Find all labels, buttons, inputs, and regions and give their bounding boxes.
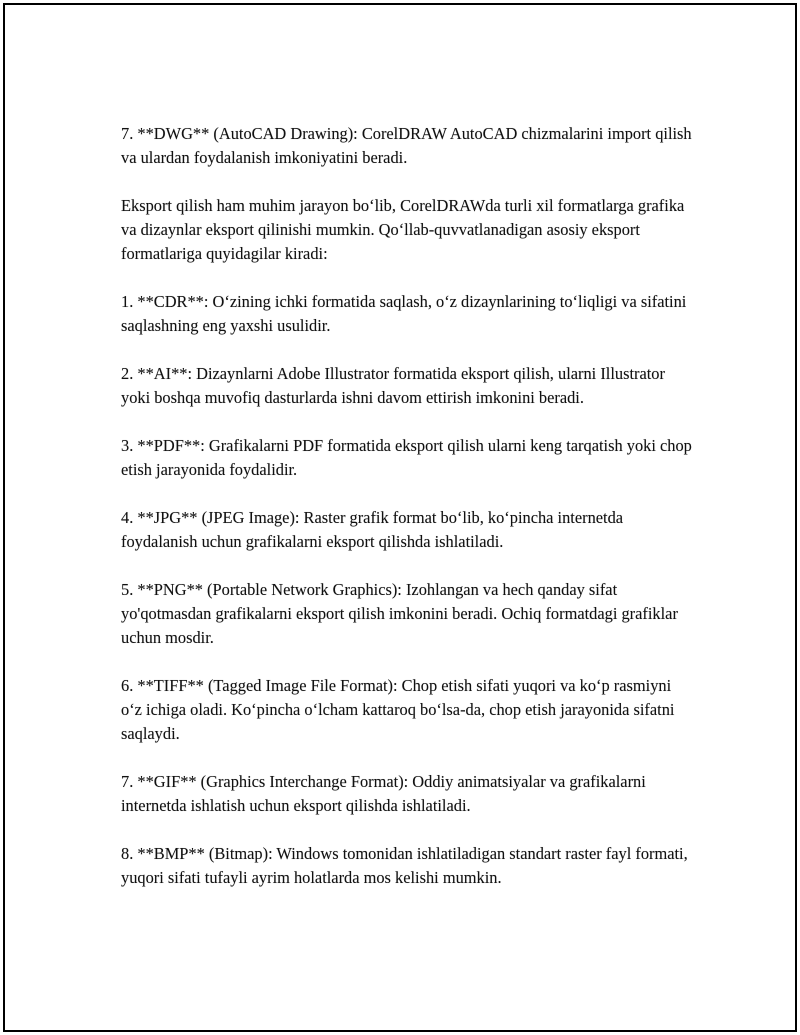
paragraph-dwg-import: 7. **DWG** (AutoCAD Drawing): CorelDRAW AutoCAD chizmalarini import qilish va ulardan foydalanish imkoniyatini beradi. bbox=[121, 124, 692, 167]
paragraph-ai: 2. **AI**: Dizaynlarni Adobe Illustrator formatida eksport qilish, ularni Illustrator yoki boshqa muvofiq dasturlarda ishni davom ettirish imkonini beradi. bbox=[121, 364, 665, 407]
paragraph-cdr: 1. **CDR**: O‘zining ichki formatida saqlash, o‘z dizaynlarining to‘liqligi va sifatini saqlashning eng yaxshi usulidir. bbox=[121, 292, 687, 335]
document-body bbox=[121, 122, 696, 890]
paragraph-bmp: 8. **BMP** (Bitmap): Windows tomonidan ishlatiladigan standart raster fayl formati, yuqori sifati tufayli ayrim holatlarda mos kelishi mumkin. bbox=[121, 844, 688, 887]
paragraph-pdf: 3. **PDF**: Grafikalarni PDF formatida eksport qilish ularni keng tarqatish yoki chop etish jarayonida foydalidir. bbox=[121, 436, 692, 479]
paragraph-gif: 7. **GIF** (Graphics Interchange Format): Oddiy animatsiyalar va grafikalarni internetda ishlatish uchun eksport qilishda ishlatiladi. bbox=[121, 772, 646, 815]
paragraph-jpg: 4. **JPG** (JPEG Image): Raster grafik format bo‘lib, ko‘pincha internetda foydalanish uchun grafikalarni eksport qilishda ishlatiladi. bbox=[121, 508, 624, 551]
document-page bbox=[3, 3, 797, 1032]
paragraph-export-intro: Eksport qilish ham muhim jarayon bo‘lib, CorelDRAWda turli xil formatlarga grafika va dizaynlar eksport qilinishi mumkin. Qo‘llab-quvvatlanadigan asosiy eksport formatlariga quyidagilar kiradi: bbox=[121, 196, 685, 263]
paragraph-png: 5. **PNG** (Portable Network Graphics): Izohlangan va hech qanday sifat yo'qotmasdan grafikalarni eksport qilish imkonini beradi. Ochiq formatdagi grafiklar uchun mosdir. bbox=[121, 580, 678, 647]
paragraph-tiff: 6. **TIFF** (Tagged Image File Format): Chop etish sifati yuqori va ko‘p rasmiyni o‘z ichiga oladi. Ko‘pincha o‘lcham kattaroq bo‘lsa-da, chop etish jarayonida sifatni saqlaydi. bbox=[121, 676, 675, 743]
